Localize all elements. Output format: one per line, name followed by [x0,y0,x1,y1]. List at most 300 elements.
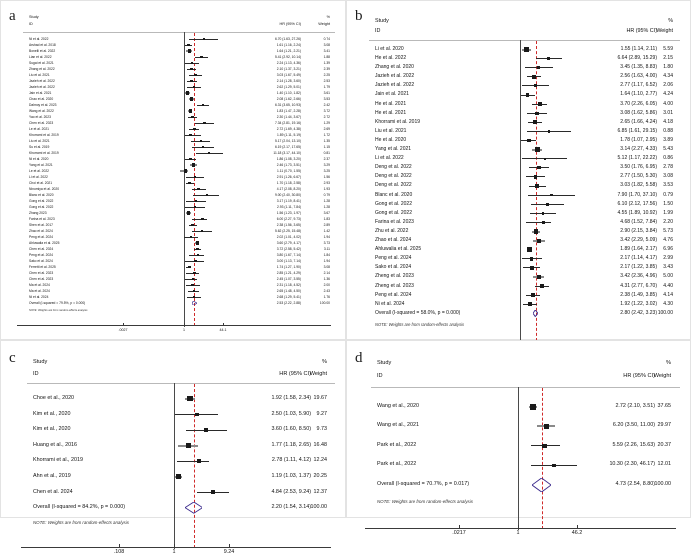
axis-tick-label: 1 [172,549,176,555]
weight-value: 20.37 [657,441,671,448]
effect-marker [201,230,203,232]
effect-marker [530,404,536,410]
effect-marker [193,86,195,88]
axis-tick-label: 46.2 [571,530,583,536]
weight-value: 2.37 [323,156,330,161]
hr-value: 3.60 (1.60, 8.50) [271,426,311,433]
panel-c-letter: c [9,350,16,366]
effect-marker [197,459,201,463]
random-effects-note: NOTE: Weights are from random-effects analysis [29,308,88,312]
effect-marker [187,44,190,47]
effect-marker [535,112,538,115]
study-label: Peng et al. 2024 [29,234,54,239]
hr-value: 4.84 (2.53, 9.24) [271,488,311,495]
weight-value: 1.76 [323,294,330,299]
effect-marker [201,218,203,220]
header-id: ID [29,22,33,26]
weight-value: 4.34 [663,73,673,80]
axis-tick [577,525,578,528]
effect-marker [188,182,191,185]
hr-value: 2.85 (1.21, 4.29) [276,270,301,275]
study-label: Gong et al. 2022 [29,198,54,203]
header-weight: Weight [318,22,330,26]
hr-value: 2.56 (1.63, 4.00) [620,73,657,80]
overall-label: Overall (I-squared = 70.7%, p = 0.017) [377,480,469,487]
hr-value: 2.65 (1.66, 4.24) [620,118,657,125]
hr-value: 4.17 (2.08, 8.20) [276,186,301,191]
hr-value: 2.90 (2.15, 3.84) [620,227,657,234]
hr-value: 3.42 (2.29, 5.09) [620,237,657,244]
header-id: ID [33,371,39,377]
weight-value: 4.76 [663,237,673,244]
effect-marker [191,224,194,227]
study-label: Zheng et al. 2023 [375,282,414,289]
panel-b-letter: b [355,8,363,24]
effect-marker [532,75,536,79]
hr-value: 4.68 (1.52, 7.84) [620,218,657,225]
weight-value: 0.86 [663,155,673,162]
study-label: Dalmoy et al. 2023 [29,102,57,107]
study-label: Yang et al. 2021 [375,146,412,153]
study-label: Chen et al. 2024 [33,488,73,495]
study-label: Park et al., 2022 [377,441,417,448]
effect-marker [176,474,181,479]
axis-tick-label: .0217 [452,530,466,536]
confidence-interval-line [177,461,209,462]
weight-value: 1.15 [323,144,330,149]
axis-tick [184,323,185,326]
hr-value: 3.72 (2.58, 5.42) [276,246,301,251]
hr-value: 3.50 (1.76, 6.95) [620,164,657,171]
effect-marker [552,464,555,467]
study-label: Deng et al. 2022 [375,164,412,171]
hr-value: 4.31 (2.77, 6.70) [620,282,657,289]
effect-marker [187,211,190,214]
study-label: Chao et al. 2020 [29,96,54,101]
weight-value: 12.24 [313,457,327,464]
confidence-interval-line [186,273,199,274]
weight-value: 4.24 [663,91,673,98]
study-label: Wang et al., 2020 [377,402,420,409]
hr-value: 1.64 (1.21, 2.21) [276,48,301,53]
axis-tick [229,544,230,547]
weight-value: 0.88 [663,127,673,134]
header-percent: % [668,18,673,24]
study-label: Farina et al. 2023 [375,218,414,225]
study-label: Shen et al. 2017 [29,222,54,227]
weight-value: 1.93 [323,186,330,191]
effect-marker [195,413,199,417]
weight-value: 1.56 [323,174,330,179]
effect-marker [197,254,199,256]
hr-value: 3.42 (2.36, 4.96) [620,273,657,280]
effect-marker [524,47,529,52]
hr-value: 2.08 (1.62, 2.66) [276,96,301,101]
weight-value: 3.72 [323,108,330,113]
header-hr: HR (95% CI) [279,22,301,26]
effect-marker [193,290,196,293]
weight-value: 5.00 [663,273,673,280]
hr-value: 5.12 (1.17, 22.22) [617,155,657,162]
effect-marker [534,84,537,87]
effect-marker [203,122,205,124]
hr-value: 1.89 (1.11, 5.19) [277,132,301,137]
weight-value: 9.73 [316,426,327,433]
study-label: Khorrami et al. 2019 [375,118,421,125]
study-label: Chen et al. 2023 [29,120,54,125]
weight-value: 3.73 [323,240,330,245]
weight-value: 1.50 [663,200,673,207]
hr-value: 2.46 (1.73, 3.51) [276,162,301,167]
weight-value: 2.53 [323,78,330,83]
header-hr: HR (95% CI) [279,371,311,377]
effect-marker [202,104,205,107]
overall-weight-value: 100.00 [654,480,671,487]
header-rule [369,40,680,41]
hr-value: 1.70 (1.18, 2.58) [276,180,301,185]
summary-effect-line [194,384,196,548]
study-label: He et al. 2022 [375,55,407,62]
weight-value: 3.25 [323,168,330,173]
overall-weight-value: 100.00 [657,309,673,316]
effect-marker [184,169,187,172]
effect-marker [189,134,191,136]
weight-value: 1.84 [323,252,330,257]
weight-value: 1.42 [323,228,330,233]
weight-value: 2.42 [323,102,330,107]
study-label: Blanc et al. 2020 [29,192,54,197]
hr-value: 6.19 (2.17, 17.65) [274,144,301,149]
effect-marker [548,130,550,132]
overall-hr-value: 2.53 (2.22, 2.88) [276,300,301,305]
random-effects-note: NOTE: Weights are from random-effects analysis [375,321,465,327]
study-label: Blanc et al. 2020 [375,191,413,198]
weight-value: 3.53 [323,96,330,101]
header-hr: HR (95% CI) [623,373,655,379]
effect-marker [195,200,197,202]
study-label: Le et al. 2021 [29,126,49,131]
effect-marker [550,194,552,196]
weight-value: 0.74 [323,36,330,41]
header-id: ID [377,373,383,379]
study-label: Sugai et al. 2021 [29,60,54,65]
null-effect-line [184,32,185,327]
effect-marker [534,175,537,178]
hr-value: 2.38 (1.49, 3.85) [620,291,657,298]
hr-value: 3.03 (1.67, 5.49) [276,72,301,77]
hr-value: 11.18 (3.17, 44.10) [273,150,301,155]
axis-tick [518,525,519,528]
effect-marker [186,443,191,448]
hr-value: 3.45 (1.35, 8.83) [620,64,657,71]
study-label: Zhang et al. 2022 [29,66,55,71]
effect-marker [194,74,197,77]
study-label: Khorrami et al. 2019 [29,132,59,137]
effect-marker [186,91,189,94]
effect-marker [189,109,192,112]
hr-value: 6.10 (2.12, 17.56) [617,200,657,207]
weight-value: 5.59 [663,45,673,52]
effect-marker [544,158,546,160]
weight-value: 5.73 [663,227,673,234]
effect-marker [542,221,545,224]
hr-value: 1.74 (1.27, 1.90) [276,264,301,269]
effect-marker [546,203,549,206]
study-label: Liu et al. 2021 [29,72,50,77]
study-label: Wang et al., 2021 [377,422,420,429]
effect-marker [194,206,196,208]
study-label: Ma et al. 2024 [29,282,50,287]
study-label: He et al. 2020 [375,136,407,143]
weight-value: 12.01 [657,461,671,468]
hr-value: 2.78 (1.11, 4.12) [271,457,311,464]
hr-value: 2.72 (2.10, 3.51) [615,402,655,409]
weight-value: 2.25 [323,72,330,77]
hr-value: 1.92 (1.58, 2.34) [271,394,311,401]
effect-marker [193,272,196,275]
hr-value: 2.68 (1.29, 5.41) [276,294,301,299]
study-label: He et al. 2021 [375,109,407,116]
overall-label: Overall (I-squared = 84.2%, p = 0.000) [33,504,125,511]
axis-tick-label: 1 [516,530,520,536]
effect-marker [190,236,192,238]
study-label: Choe et al., 2020 [33,394,75,401]
hr-value: 2.62 (1.29, 5.01) [276,84,301,89]
study-label: Gong et al. 2022 [29,204,54,209]
study-label: Peng et al. 2024 [375,291,412,298]
study-label: Le et al. 2022 [29,168,49,173]
weight-value: 1.28 [323,198,330,203]
header-study: Study [377,360,392,366]
effect-marker [544,424,549,429]
hr-value: 1.83 (1.47, 2.28) [276,108,301,113]
hr-value: 3.14 (2.27, 4.33) [620,146,657,153]
weight-value: 1.83 [323,216,330,221]
study-label: Yao et al. 2023 [29,114,51,119]
confidence-interval-line [185,279,197,280]
hr-value: 6.20 (3.50, 11.00) [612,422,655,429]
weight-value: 3.61 [323,90,330,95]
axis-tick [459,525,460,528]
weight-value: 4.00 [663,100,673,107]
hr-value: 2.93 (1.11, 7.84) [277,204,301,209]
effect-marker [537,166,540,169]
hr-value: 6.00 (2.27, 9.73) [276,216,301,221]
weight-value: 4.14 [663,291,673,298]
effect-marker [535,184,539,188]
hr-value: 2.91 (1.26, 6.67) [276,174,301,179]
hr-value: 2.17 (1.22, 3.85) [620,264,657,271]
study-label: Yang et al. 2021 [29,162,53,167]
hr-value: 6.64 (2.89, 15.29) [617,55,657,62]
weight-value: 4.40 [663,282,673,289]
hr-value: 2.77 (1.50, 5.30) [620,173,657,180]
summary-effect-line [542,388,544,529]
weight-value: 1.29 [323,120,330,125]
effect-marker [533,120,537,124]
effect-marker [191,116,194,119]
weight-value: 3.43 [663,264,673,271]
study-label: Jazieh et al. 2022 [375,82,415,89]
hr-value: 1.64 (1.10, 2.77) [620,91,657,98]
study-label: Chen et al. 2023 [29,276,54,281]
effect-marker [540,284,544,288]
weight-value: 1.28 [323,204,330,209]
weight-value: 4.18 [663,118,673,125]
weight-value: 2.99 [663,255,673,262]
weight-value: 19.67 [313,394,327,401]
header-percent: % [322,359,327,365]
weight-value: 1.79 [323,84,330,89]
study-label: Kim et al., 2020 [33,410,71,417]
hr-value: 1.55 (1.14, 2.11) [620,45,657,52]
panel-a [0,0,346,340]
header-percent: % [666,360,671,366]
hr-value: 3.00 (1.13, 7.14) [276,258,301,263]
header-study: Study [33,359,48,365]
effect-marker [190,97,193,100]
weight-value: 2.15 [663,55,673,62]
study-label: Su et al. 2019 [29,144,50,149]
effect-marker [206,194,208,196]
study-label: Li et al. 2020 [375,45,404,52]
hr-value: 3.03 (1.82, 5.58) [620,182,657,189]
effect-marker [542,212,545,215]
study-label: Zhang 2023 [29,210,47,215]
hr-value: 1.56 (1.23, 1.97) [276,210,301,215]
overall-diamond [532,478,551,492]
axis-tick-label: 44.1 [219,327,227,332]
study-label: He et al. 2021 [375,100,407,107]
header-weight: Weight [656,28,673,34]
study-label: Khorrami et al. 2019 [29,150,59,155]
study-label: Jazieh et al. 2022 [375,73,415,80]
hr-value: 6.70 (1.63, 27.26) [274,36,301,41]
study-label: Park et al., 2022 [377,461,417,468]
study-label: Chen et al. 2023 [29,270,54,275]
x-axis-line [17,325,331,326]
effect-marker [538,102,542,106]
null-effect-line [174,383,175,549]
effect-marker [211,490,215,494]
hr-value: 2.02 (1.01, 4.02) [276,234,301,239]
effect-marker [188,49,191,52]
study-label: Jazieh et al. 2022 [29,78,55,83]
hr-value: 9.00 (2.40, 30.80) [274,192,301,197]
study-label: Ni et al. 2024 [375,300,405,307]
effect-marker [190,68,193,71]
hr-value: 3.17 (1.19, 8.41) [276,198,301,203]
panel-c [0,340,346,555]
hr-value: 1.86 (1.08, 3.20) [276,156,301,161]
confidence-interval-line [185,135,201,136]
weight-value: 2.20 [663,218,673,225]
x-axis-line [21,547,331,548]
weight-value: 20.25 [313,472,327,479]
hr-value: 2.24 (1.13, 4.36) [276,60,301,65]
effect-marker [191,62,193,64]
weight-value: 3.08 [323,264,330,269]
hr-value: 1.19 (1.03, 1.37) [271,472,311,479]
hr-value: 2.17 (1.14, 4.17) [620,255,657,262]
effect-marker [208,152,210,154]
effect-marker [200,56,202,58]
hr-value: 2.65 (1.48, 4.50) [276,288,301,293]
hr-value: 1.92 (1.22, 3.02) [620,300,657,307]
weight-value: 2.00 [323,282,330,287]
weight-value: 3.08 [663,173,673,180]
study-label: Ma et al. 2024 [29,288,50,293]
hr-value: 1.78 (1.07, 2.95) [620,136,657,143]
study-label: Choi et al. 2021 [29,180,53,185]
effect-marker [187,396,192,401]
effect-marker [192,278,194,280]
study-label: Khorrami et al., 2019 [33,457,84,464]
hr-value: 5.59 (2.26, 15.63) [612,441,655,448]
study-label: Zhao et al. 2024 [375,237,412,244]
study-label: Liu et al. 2021 [375,127,407,134]
study-label: Zhang et al. 2020 [375,64,414,71]
effect-marker [192,163,195,166]
hr-value: 2.45 (1.07, 3.55) [276,276,301,281]
weight-value: 1.80 [663,64,673,71]
effect-marker [193,128,196,131]
weight-value: 3.53 [663,182,673,189]
header-id: ID [375,28,381,34]
axis-tick [119,544,120,547]
study-label: Jazieh et al. 2022 [29,84,55,89]
weight-value: 2.06 [663,82,673,89]
weight-value: 29.97 [657,422,671,429]
weight-value: 2.43 [323,288,330,293]
weight-value: 1.72 [323,132,330,137]
header-rule [23,32,335,33]
effect-marker [196,241,199,244]
panel-d-letter: d [355,350,363,366]
x-axis-line [365,528,676,529]
overall-label: Overall (I-squared = 58.0%, p = 0.000) [375,309,461,316]
study-label: Kim et al., 2020 [33,426,71,433]
hr-value: 2.14 (1.28, 3.60) [276,78,301,83]
study-label: Ahluwalia et al. 2025 [375,246,422,253]
weight-value: 3.01 [663,109,673,116]
axis-tick-label: .0027 [118,327,128,332]
header-percent: % [326,15,330,19]
effect-marker [547,57,550,60]
weight-value: 1.35 [323,138,330,143]
effect-marker [537,275,541,279]
weight-value: 1.88 [323,54,330,59]
panel-b [346,0,691,340]
hr-value: 2.31 (1.18, 4.52) [276,282,301,287]
overall-hr-value: 2.80 (2.42, 3.23) [620,309,657,316]
study-label: Deng et al. 2022 [375,182,412,189]
hr-value: 2.50 (1.03, 5.90) [271,410,311,417]
header-study: Study [375,18,389,24]
hr-value: 10.30 (2.30, 46.17) [609,461,655,468]
effect-marker [194,176,196,178]
overall-diamond [533,310,538,317]
hr-value: 3.70 (2.26, 6.05) [620,100,657,107]
overall-label: Overall (I-squared = 79.5%, p = 0.000) [29,300,86,305]
effect-marker [190,80,193,83]
summary-effect-line [194,33,196,326]
header-study: Study [29,15,39,19]
hr-value: 4.55 (1.89, 10.92) [617,209,657,216]
effect-marker [194,260,196,262]
random-effects-note: NOTE: Weights are from random-effects analysis [33,520,129,526]
effect-marker [534,229,539,234]
